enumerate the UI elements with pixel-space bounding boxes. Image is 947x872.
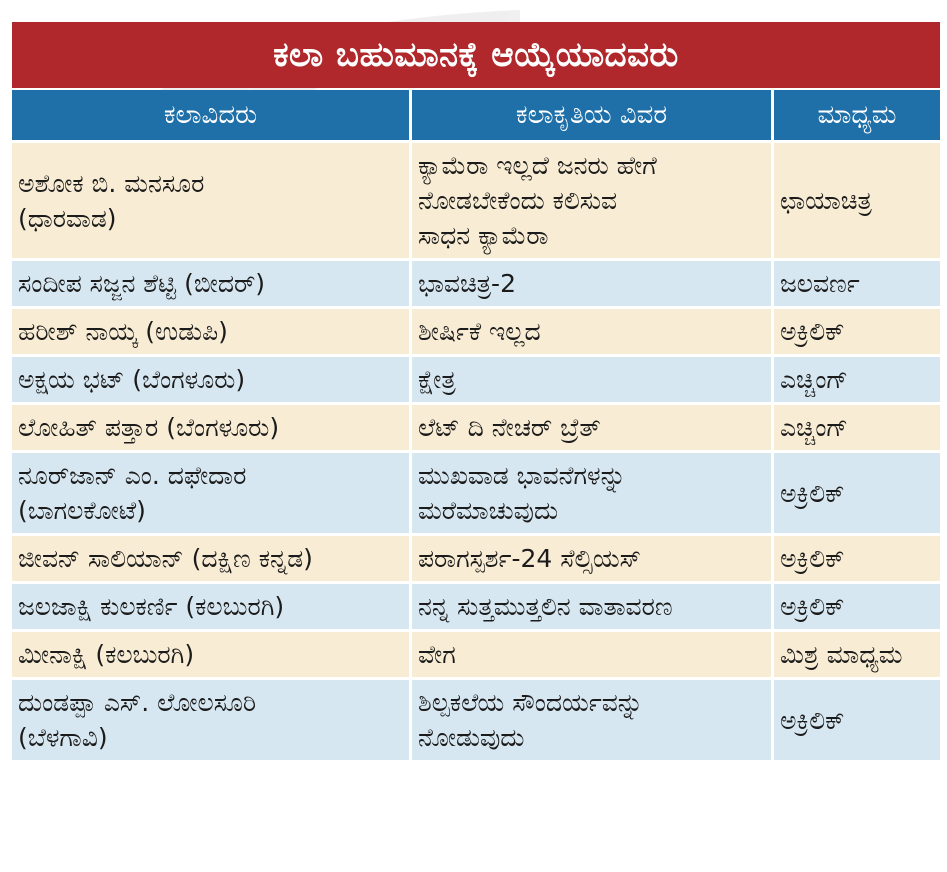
column-header-artwork: ಕಲಾಕೃತಿಯ ವಿವರ	[412, 90, 774, 143]
table-row	[12, 632, 940, 680]
artist-cell	[12, 261, 412, 309]
artwork-cell	[412, 632, 774, 680]
artist-cell	[12, 584, 412, 632]
artwork-cell	[412, 357, 774, 405]
table-row	[12, 405, 940, 453]
table-row	[12, 309, 940, 357]
artwork-cell	[412, 584, 774, 632]
artist-cell-line: (ಬೆಳಗಾವಿ)	[18, 723, 108, 752]
artist-cell-line: (ಬಾಗಲಕೋಟೆ)	[18, 496, 146, 525]
artist-cell	[12, 357, 412, 405]
medium-cell: ಮಿಶ್ರ ಮಾಧ್ಯಮ	[774, 632, 940, 680]
table-row	[12, 536, 940, 584]
artwork-cell	[412, 405, 774, 453]
medium-cell: ಎಚ್ಚಿಂಗ್	[774, 405, 940, 453]
awards-table-panel	[12, 22, 940, 763]
artist-cell-line: ಹರೀಶ್ ನಾಯ್ಕ (ಉಡುಪಿ)	[18, 317, 228, 346]
table-row	[12, 584, 940, 632]
medium-cell: ಅಕ್ರಿಲಿಕ್	[774, 309, 940, 357]
artwork-cell-line: ಕ್ಷೇತ್ರ	[418, 365, 456, 394]
artist-cell-line: ಅಕ್ಷಯ ಭಟ್ (ಬೆಂಗಳೂರು)	[18, 365, 246, 394]
artist-cell	[12, 143, 412, 261]
column-header-artist: ಕಲಾವಿದರು	[12, 90, 412, 143]
medium-cell: ಅಕ್ರಿಲಿಕ್	[774, 584, 940, 632]
artist-cell	[12, 405, 412, 453]
artwork-cell	[412, 143, 774, 261]
artwork-cell-line: ಮುಖವಾಡ ಭಾವನೆಗಳನ್ನು	[418, 461, 626, 490]
artwork-cell	[412, 261, 774, 309]
medium-cell: ಜಲವರ್ಣ	[774, 261, 940, 309]
artwork-cell-line: ನನ್ನ ಸುತ್ತಮುತ್ತಲಿನ ವಾತಾವರಣ	[418, 592, 673, 621]
artist-cell	[12, 632, 412, 680]
artist-cell	[12, 453, 412, 536]
table-row	[12, 357, 940, 405]
artwork-cell-line: ನೋಡುವುದು	[418, 723, 525, 752]
table-row	[12, 143, 940, 261]
artwork-cell-line: ಪರಾಗಸ್ಪರ್ಶ-24 ಸೆಲ್ಸಿಯಸ್	[418, 544, 641, 573]
artwork-cell	[412, 453, 774, 536]
artwork-cell	[412, 536, 774, 584]
column-header-medium: ಮಾಧ್ಯಮ	[774, 90, 940, 143]
artist-cell	[12, 536, 412, 584]
artist-cell-line: ಮೀನಾಕ್ಷಿ (ಕಲಬುರಗಿ)	[18, 640, 195, 669]
medium-cell: ಛಾಯಾಚಿತ್ರ	[774, 143, 940, 261]
artwork-cell-line: ಸಾಧನ ಕ್ಯಾಮೆರಾ	[418, 221, 549, 250]
medium-cell: ಎಚ್ಚಿಂಗ್	[774, 357, 940, 405]
awardees-table	[12, 90, 940, 763]
artwork-cell	[412, 680, 774, 763]
table-row	[12, 261, 940, 309]
artist-cell-line: ಲೋಹಿತ್ ಪತ್ತಾರ (ಬೆಂಗಳೂರು)	[18, 413, 280, 442]
table-row	[12, 453, 940, 536]
artist-cell	[12, 309, 412, 357]
artist-cell	[12, 680, 412, 763]
page-title: ಕಲಾ ಬಹುಮಾನಕ್ಕೆ ಆಯ್ಕೆಯಾದವರು	[12, 22, 940, 88]
table-row	[12, 680, 940, 763]
artwork-cell-line: ಶೀರ್ಷಿಕೆ ಇಲ್ಲದ	[418, 317, 541, 346]
artwork-cell-line: ಕ್ಯಾಮೆರಾ ಇಲ್ಲದೆ ಜನರು ಹೇಗೆ	[418, 151, 657, 180]
artist-cell-line: (ಧಾರವಾಡ)	[18, 203, 117, 233]
table-header-row	[12, 90, 940, 143]
artist-cell-line: ದುಂಡಪ್ಪಾ ಎಸ್. ಲೋಲಸೂರಿ	[18, 688, 257, 717]
medium-cell: ಅಕ್ರಿಲಿಕ್	[774, 680, 940, 763]
artwork-cell-line: ಮರೆಮಾಚುವುದು	[418, 496, 559, 525]
artwork-cell-line: ವೇಗ	[418, 640, 456, 669]
medium-cell: ಅಕ್ರಿಲಿಕ್	[774, 453, 940, 536]
artwork-cell-line: ಶಿಲ್ಪಕಲೆಯ ಸೌಂದರ್ಯವನ್ನು	[418, 688, 643, 717]
artist-cell-line: ಜಲಜಾಕ್ಷಿ ಕುಲಕರ್ಣಿ (ಕಲಬುರಗಿ)	[18, 592, 285, 621]
medium-cell: ಅಕ್ರಿಲಿಕ್	[774, 536, 940, 584]
artist-cell-line: ಸಂದೀಪ ಸಜ್ಜನ ಶೆಟ್ಟಿ (ಬೀದರ್)	[18, 269, 266, 298]
artist-cell-line: ಜೀವನ್ ಸಾಲಿಯಾನ್ (ದಕ್ಷಿಣ ಕನ್ನಡ)	[18, 544, 313, 573]
artwork-cell	[412, 309, 774, 357]
artwork-cell-line: ಭಾವಚಿತ್ರ-2	[418, 269, 516, 298]
artwork-cell-line: ನೋಡಬೇಕೆಂದು ಕಲಿಸುವ	[418, 186, 618, 215]
artist-cell-line: ನೂರ್‌ಜಾನ್ ಎಂ. ದಫೇದಾರ	[18, 461, 247, 490]
artist-cell-line: ಅಶೋಕ ಬಿ. ಮನಸೂರ	[18, 168, 205, 198]
artwork-cell-line: ಲೆಟ್ ದಿ ನೇಚರ್ ಬ್ರೆತ್	[418, 413, 601, 442]
